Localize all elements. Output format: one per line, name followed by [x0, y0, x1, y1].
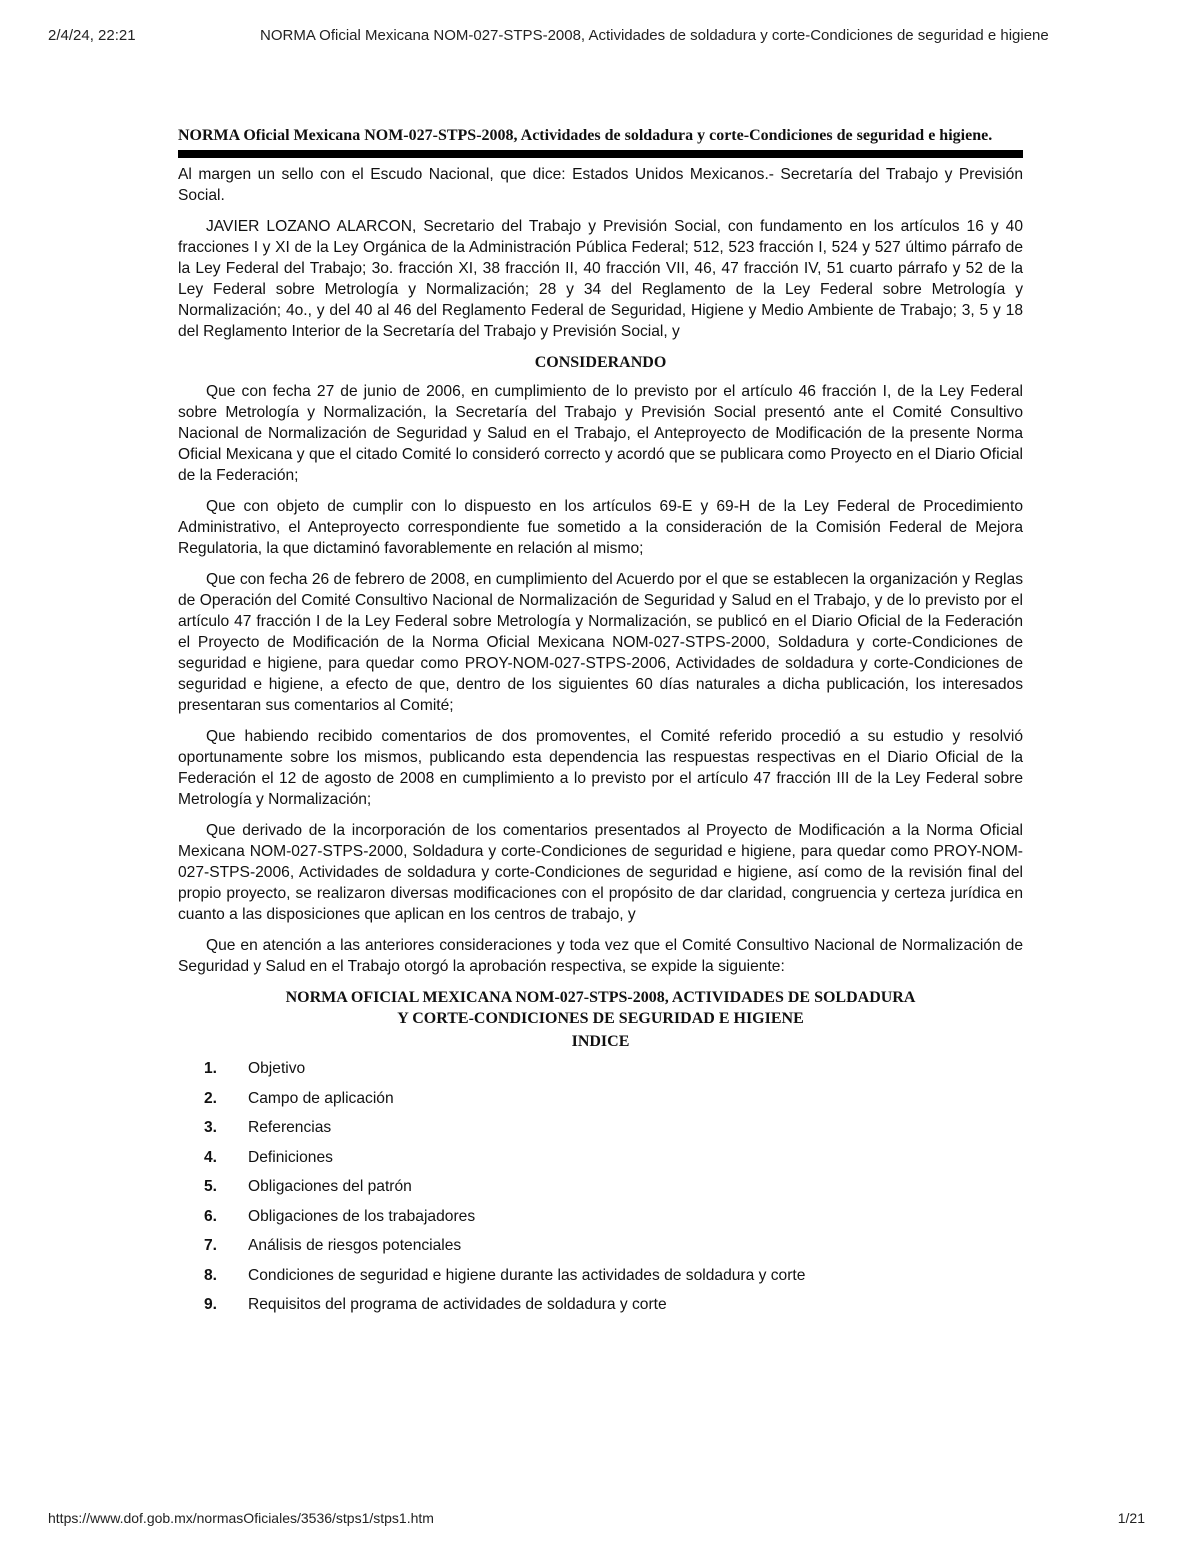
- index-item: [178, 1265, 1023, 1295]
- index-number: 1.: [204, 1060, 218, 1077]
- index-item: [178, 1206, 1023, 1236]
- document-title: NORMA Oficial Mexicana NOM-027-STPS-2008, Actividades de soldadura y corte-Condiciones de seguridad e higiene.: [178, 127, 993, 144]
- print-title: NORMA Oficial Mexicana NOM-027-STPS-2008, Actividades de soldadura y corte-Condiciones de seguridad e higiene: [260, 27, 1049, 44]
- print-header: [48, 27, 1152, 51]
- index-number: 8.: [204, 1266, 218, 1284]
- index-number: 6.: [204, 1207, 218, 1225]
- index-number: 7.: [204, 1237, 218, 1254]
- considerando-paragraph: Que en atención a las anteriores consideraciones y toda vez que el Comité Consultivo Nacional de Normalización de Seguridad y Salud en el Trabajo otorgó la aprobación respectiva, se expide la siguiente:: [178, 937, 1023, 975]
- index-item: [178, 1058, 1023, 1088]
- considerando-heading: CONSIDERANDO: [534, 354, 667, 371]
- norma-heading-line-1: NORMA OFICIAL MEXICANA NOM-027-STPS-2008, ACTIVIDADES DE SOLDADURA: [285, 989, 916, 1006]
- index-label: Campo de aplicación: [248, 1089, 394, 1107]
- index-heading: INDICE: [571, 1033, 630, 1050]
- index-item: [178, 1147, 1023, 1177]
- index-label: Requisitos del programa de actividades de soldadura y corte: [248, 1296, 667, 1313]
- index-number: 9.: [204, 1296, 218, 1313]
- page-number: 1/21: [1117, 1510, 1145, 1526]
- considerando-paragraph: Que con fecha 26 de febrero de 2008, en cumplimiento del Acuerdo por el que se establecen la organización y Reglas de Operación del Comité Consultivo Nacional de Normalización de Seguridad y Salud en el Trabajo, y de lo previsto por el artículo 47 fracción I de la Ley Federal sobre Metrología y Normalización, se publicó en el Diario Oficial de la Federación el Proyecto de Modificación de la Norma Oficial Mexicana NOM-027-STPS-2000, Soldadura y corte-Condiciones de seguridad e higiene, para quedar como PROY-NOM-027-STPS-2006, Actividades de soldadura y corte-Condiciones de seguridad e higiene, a efecto de que, dentro de los siguientes 60 días naturales a dicha publicación, los interesados presentaran sus comentarios al Comité;: [178, 571, 1023, 714]
- document-body: [178, 125, 1023, 1324]
- index-item: [178, 1176, 1023, 1206]
- index-number: 2.: [204, 1089, 218, 1107]
- margin-note: Al margen un sello con el Escudo Nacional, que dice: Estados Unidos Mexicanos.- Secretaría del Trabajo y Previsión Social.: [178, 166, 1023, 204]
- index-number: 5.: [204, 1178, 218, 1195]
- considerando-paragraph: Que con objeto de cumplir con lo dispuesto en los artículos 69-E y 69-H de la Ley Federal de Procedimiento Administrativo, el Anteproyecto correspondiente fue sometido a la consideración de la Comisión Federal de Mejora Regulatoria, la que dictaminó favorablemente en relación al mismo;: [178, 498, 1023, 557]
- considerando-paragraph: Que derivado de la incorporación de los comentarios presentados al Proyecto de Modificación a la Norma Oficial Mexicana NOM-027-STPS-2000, Soldadura y corte-Condiciones de seguridad e higiene, para quedar como PROY-NOM-027-STPS-2006, Actividades de soldadura y corte-Condiciones de seguridad e higiene, así como de la revisión final del propio proyecto, se realizaron diversas modificaciones con el propósito de dar claridad, congruencia y certeza jurídica en cuanto a las disposiciones que aplican en los centros de trabajo, y: [178, 822, 1023, 923]
- source-url: https://www.dof.gob.mx/normasOficiales/3536/stps1/stps1.htm: [48, 1510, 434, 1526]
- index-number: 3.: [204, 1119, 218, 1136]
- norma-heading-line-2: Y CORTE-CONDICIONES DE SEGURIDAD E HIGIENE: [397, 1010, 804, 1027]
- considerando-paragraph: Que con fecha 27 de junio de 2006, en cumplimiento de lo previsto por el artículo 46 fracción I, de la Ley Federal sobre Metrología y Normalización, la Secretaría del Trabajo y Previsión Social presentó ante el Comité Consultivo Nacional de Normalización de Seguridad y Salud en el Trabajo, el Anteproyecto de Modificación de la presente Norma Oficial Mexicana y que el citado Comité lo consideró correcto y acordó que se publicara como Proyecto en el Diario Oficial de la Federación;: [178, 383, 1023, 484]
- index-item: [178, 1088, 1023, 1118]
- index-item: [178, 1117, 1023, 1147]
- index-label: Análisis de riesgos potenciales: [248, 1237, 462, 1254]
- considerando-paragraph: Que habiendo recibido comentarios de dos promoventes, el Comité referido procedió a su estudio y resolvió oportunamente sobre los mismos, publicando esta dependencia las respuestas respectivas en el Diario Oficial de la Federación el 12 de agosto de 2008 en cumplimiento a lo previsto por el artículo 47 fracción III de la Ley Federal sobre Metrología y Normalización;: [178, 728, 1023, 808]
- index-item: [178, 1235, 1023, 1265]
- index-list: [178, 1058, 1023, 1324]
- index-number: 4.: [204, 1148, 218, 1166]
- intro-paragraph: JAVIER LOZANO ALARCON, Secretario del Trabajo y Previsión Social, con fundamento en los artículos 16 y 40 fracciones I y XI de la Ley Orgánica de la Administración Pública Federal; 512, 523 fracción I, 524 y 527 último párrafo de la Ley Federal del Trabajo; 3o. fracción XI, 38 fracción II, 40 fracción VII, 46, 47 fracción IV, 51 cuarto párrafo y 52 de la Ley Federal sobre Metrología y Normalización; 28 y 34 del Reglamento de la Ley Federal sobre Metrología y Normalización; 4o., y del 40 al 46 del Reglamento Federal de Seguridad, Higiene y Medio Ambiente de Trabajo; 3, 5 y 18 del Reglamento Interior de la Secretaría del Trabajo y Previsión Social, y: [178, 218, 1023, 340]
- index-label: Obligaciones de los trabajadores: [248, 1207, 476, 1225]
- index-label: Objetivo: [248, 1060, 306, 1077]
- index-label: Condiciones de seguridad e higiene durante las actividades de soldadura y corte: [248, 1266, 806, 1284]
- index-item: [178, 1294, 1023, 1324]
- print-footer: [48, 1510, 1145, 1532]
- title-divider: [178, 150, 1023, 158]
- index-label: Referencias: [248, 1119, 332, 1136]
- print-date: 2/4/24, 22:21: [48, 27, 136, 44]
- index-label: Obligaciones del patrón: [248, 1178, 412, 1195]
- norma-heading: [178, 987, 1023, 1029]
- index-label: Definiciones: [248, 1148, 333, 1166]
